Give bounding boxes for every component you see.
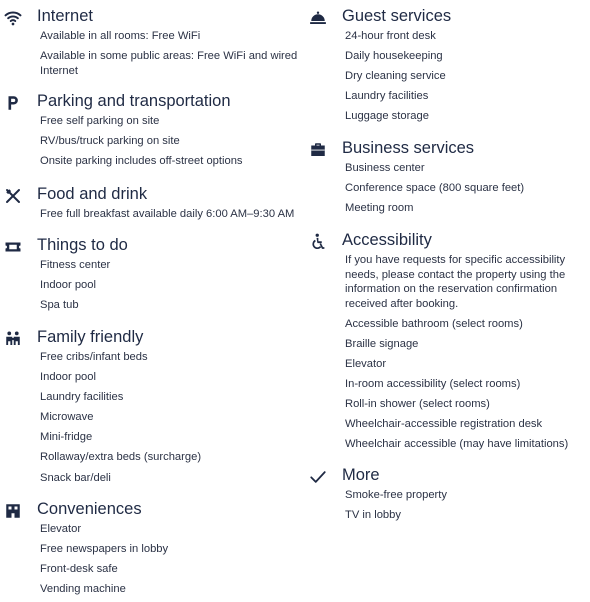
- list-item: Front-desk safe: [40, 563, 118, 576]
- list-item: Spa tub: [40, 299, 79, 312]
- list-item: Accessible bathroom (select rooms): [345, 317, 523, 330]
- list-item: Wheelchair-accessible registration desk: [345, 418, 543, 431]
- list-item: Snack bar/deli: [40, 471, 111, 484]
- list-item: Elevator: [345, 357, 387, 370]
- checkmark-icon: [309, 468, 327, 486]
- list-item: Indoor pool: [40, 371, 96, 384]
- list-item: Luggage storage: [345, 110, 429, 123]
- list-item: Laundry facilities: [40, 391, 124, 404]
- list-item: In-room accessibility (select rooms): [345, 377, 521, 390]
- list-item: Rollaway/extra beds (surcharge): [40, 451, 202, 464]
- list-item: Dry cleaning service: [345, 70, 446, 83]
- store-icon: [4, 502, 22, 520]
- list-item: TV in lobby: [345, 509, 401, 522]
- section-title: Accessibility: [342, 231, 432, 249]
- amenity-list: [40, 522, 300, 602]
- briefcase-icon: [309, 141, 327, 159]
- list-item: Conference space (800 square feet): [345, 182, 525, 195]
- amenity-list: [40, 29, 300, 84]
- amenity-list: [345, 253, 590, 457]
- list-item: Onsite parking includes off-street options: [40, 155, 243, 168]
- section-title: Conveniences: [37, 500, 142, 518]
- section-title: Internet: [37, 7, 93, 25]
- list-item: Business center: [345, 162, 425, 174]
- section-title: Guest services: [342, 7, 452, 25]
- amenity-list: [40, 114, 300, 174]
- list-item: Available in all rooms: Free WiFi: [40, 30, 201, 42]
- list-item: Vending machine: [40, 583, 126, 596]
- list-item: Free self parking on site: [40, 115, 160, 127]
- amenity-list: [40, 350, 300, 491]
- list-item: Meeting room: [345, 202, 414, 215]
- list-item: Free newspapers in lobby: [40, 543, 169, 556]
- list-item: Laundry facilities: [345, 90, 429, 103]
- accessibility-notice: If you have requests for specific accessibility needs, please contact the property using the information on the reservation confirmation received after booking.: [345, 254, 566, 310]
- list-item: Wheelchair accessible (may have limitations): [345, 438, 569, 451]
- accessibility-icon: [309, 233, 327, 251]
- list-item: RV/bus/truck parking on site: [40, 135, 180, 148]
- wifi-icon: [4, 9, 22, 27]
- ticket-icon: [4, 238, 22, 256]
- section-title: Business services: [342, 139, 475, 157]
- amenity-list: [345, 488, 590, 528]
- list-item: 24-hour front desk: [345, 30, 436, 42]
- list-item: Fitness center: [40, 259, 111, 271]
- amenity-list: [40, 207, 300, 227]
- list-item: Microwave: [40, 411, 94, 424]
- list-item: Smoke-free property: [345, 489, 447, 501]
- list-item: Free full breakfast available daily 6:00 AM–9:30 AM: [40, 208, 295, 220]
- parking-icon: [4, 94, 22, 112]
- list-item: Daily housekeeping: [345, 50, 443, 63]
- amenity-list: [345, 161, 590, 221]
- bell-icon: [309, 9, 327, 27]
- utensils-icon: [4, 187, 22, 205]
- section-title: Food and drink: [37, 185, 148, 203]
- family-icon: [4, 330, 22, 348]
- list-item: Free cribs/infant beds: [40, 351, 148, 363]
- section-title: Parking and transportation: [37, 92, 231, 110]
- amenity-list: [345, 29, 590, 129]
- list-item: Elevator: [40, 523, 82, 535]
- amenity-list: [40, 258, 300, 318]
- list-item: Available in some public areas: Free WiFi and wired Internet: [40, 50, 298, 77]
- list-item: Roll-in shower (select rooms): [345, 397, 490, 410]
- section-title: Things to do: [37, 236, 128, 254]
- list-item: Mini-fridge: [40, 431, 93, 444]
- section-title: Family friendly: [37, 328, 144, 346]
- list-item: Indoor pool: [40, 279, 96, 292]
- section-title: More: [342, 466, 380, 484]
- list-item: Braille signage: [345, 337, 419, 350]
